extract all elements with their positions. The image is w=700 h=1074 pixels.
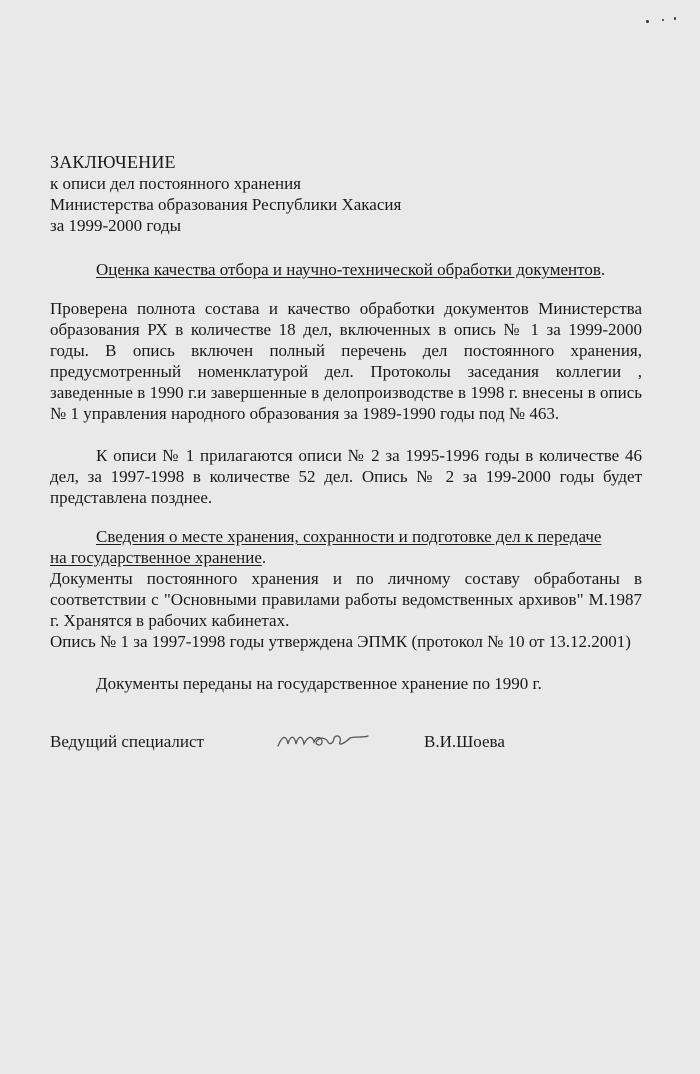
scan-specks xyxy=(640,12,680,32)
paragraph-text: Документы переданы на государственное хранение по 1990 г. xyxy=(96,674,542,693)
section-title-quality xyxy=(96,259,605,280)
header-line: Министерства образования Республики Хакасия xyxy=(50,195,402,214)
header-line: к описи дел постоянного хранения xyxy=(50,174,301,193)
document-header xyxy=(50,152,401,236)
paragraph-transfer xyxy=(50,673,642,694)
section-title-storage-cont xyxy=(50,547,266,568)
paragraph-storage xyxy=(50,568,642,631)
section-title-storage xyxy=(96,526,642,547)
section-title-text: Оценка качества отбора и научно-технической обработки документов xyxy=(96,260,601,279)
speck xyxy=(646,20,649,23)
speck xyxy=(674,17,676,20)
header-line: за 1999-2000 годы xyxy=(50,216,182,235)
signer-name: В.И.Шоева xyxy=(424,732,505,751)
paragraph-text: К описи № 1 прилагаются описи № 2 за 1995-1996 годы в количестве 46 дел, за 1997-1998 в количестве 52 дел. Опись № 2 за 199-2000 годы будет представлена позднее. xyxy=(50,446,642,507)
document-title: ЗАКЛЮЧЕНИЕ xyxy=(50,152,176,172)
signature-row xyxy=(50,732,650,762)
section-title-text: Сведения о месте хранения, сохранности и подготовке дел к передаче xyxy=(96,527,602,546)
handwritten-signature xyxy=(272,724,402,758)
section-title-end: . xyxy=(600,260,606,279)
signer-position: Ведущий специалист xyxy=(50,732,204,751)
paragraph-text: Документы постоянного хранения и по личному составу обработаны в соответствии с "Основными правилами работы ведомственных архивов" М.1987 г. Хранятся в рабочих кабинетах. xyxy=(50,569,642,630)
paragraph-text: Опись № 1 за 1997-1998 годы утверждена ЭПМК (протокол № 10 от 13.12.2001) xyxy=(50,632,631,651)
paragraph-text: Проверена полнота состава и качество обработки документов Министерства образования РХ в количестве 18 дел, включенных в опись № 1 за 1999-2000 годы. В опись включен полный перечень дел постоянного хранения, предусмотренный номенклатурой дел. Протоколы заседания коллегии , заведенные в 1990 г.и завершенные в делопроизводстве в 1998 г. внесены в опись № 1 управления народного образования за 1989-1990 годы под № 463. xyxy=(50,299,642,423)
paragraph-inventories xyxy=(50,445,642,508)
section-title-text: на государственное хранение xyxy=(50,548,262,567)
speck xyxy=(662,19,664,21)
paragraph-check xyxy=(50,298,642,424)
paragraph-approval xyxy=(50,631,642,652)
section-title-end: . xyxy=(261,548,267,567)
